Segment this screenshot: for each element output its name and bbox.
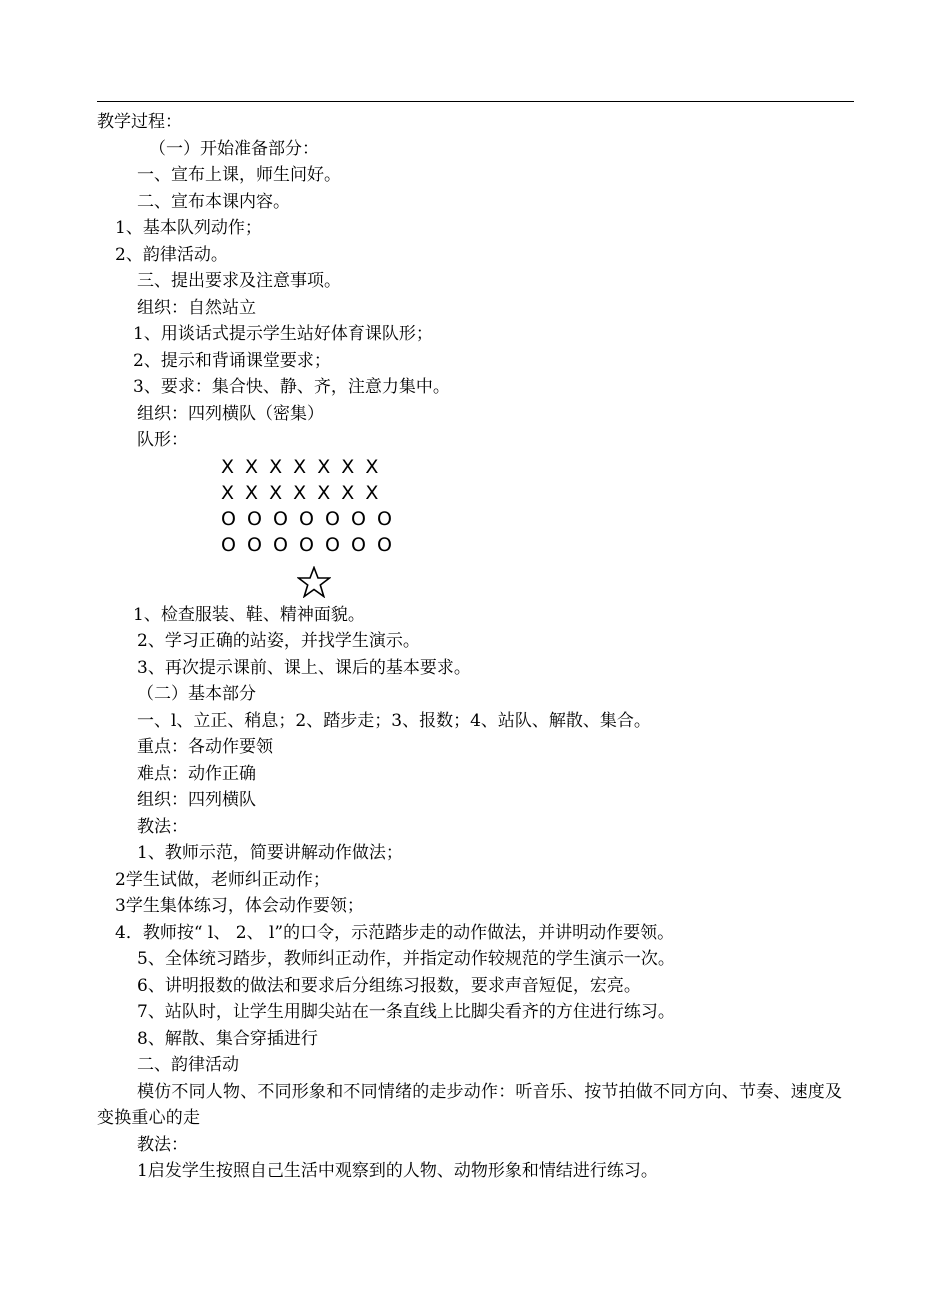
- formation-row: X X X X X X X: [221, 455, 381, 478]
- part2-content: 一、l、立正、稍息；2、踏步走；3、报数；4、站队、解散、集合。: [137, 710, 651, 731]
- part2-subtitle: 二、韵律活动: [137, 1055, 239, 1075]
- requirement-item: 1、用谈话式提示学生站好体育课队形；: [133, 324, 433, 344]
- header-rule: [97, 101, 854, 102]
- rhythm-description: 模仿不同人物、不同形象和不同情绪的走步动作：听音乐、按节拍做不同方向、节奏、速度及变换重心的走: [97, 1081, 843, 1128]
- difficulty-note: 难点：动作正确: [137, 763, 256, 784]
- organization-note: 组织：四列横队: [137, 790, 256, 810]
- method-item: 7、站队时，让学生用脚尖站在一条直线上比脚尖看齐的方住进行练习。: [137, 1002, 675, 1022]
- part1-item: 二、宣布本课内容。: [137, 191, 290, 212]
- method-item: 3学生集体练习，体会动作要领；: [115, 896, 364, 916]
- method-item: 8、解散、集合穿插进行: [137, 1028, 318, 1049]
- part1-item: 三、提出要求及注意事项。: [137, 271, 341, 291]
- check-item: 1、检查服装、鞋、精神面貌。: [133, 604, 365, 625]
- section-heading: 教学过程：: [97, 112, 182, 132]
- requirement-item: 2、提示和背诵课堂要求；: [133, 350, 331, 371]
- lesson-plan-document: [97, 109, 854, 1185]
- method-item: 5、全体统习踏步，教师纠正动作，并指定动作较规范的学生演示一次。: [137, 949, 675, 969]
- method-item: 6、讲明报数的做法和要求后分组练习报数，要求声音短促，宏亮。: [137, 975, 641, 996]
- formation-row: O O O O O O O: [221, 533, 395, 556]
- check-item: 3、再次提示课前、课上、课后的基本要求。: [137, 657, 471, 678]
- star-icon: [297, 566, 331, 598]
- part2-title: （二）基本部分: [137, 684, 256, 704]
- part1-item: 一、宣布上课，师生问好。: [137, 165, 341, 185]
- content-subitem: 1、基本队列动作；: [115, 218, 262, 238]
- method-item: 4．教师按“ l、 2、 l”的口令，示范踏步走的动作做法，并讲明动作要领。: [115, 922, 675, 943]
- method-item: 2学生试做，老师纠正动作；: [115, 869, 330, 890]
- part1-title: （一）开始准备部分：: [149, 138, 319, 159]
- teacher-position: [97, 558, 854, 602]
- formation-label: 队形：: [137, 430, 188, 450]
- formation-row: O O O O O O O: [221, 507, 395, 530]
- content-subitem: 2、韵律活动。: [115, 244, 228, 265]
- organization-note: 组织：自然站立: [137, 297, 256, 318]
- organization-note: 组织：四列横队（密集）: [137, 403, 324, 424]
- check-item: 2、学习正确的站姿，并找学生演示。: [137, 631, 420, 651]
- rhythm-method-item: 1启发学生按照自己生活中观察到的人物、动物形象和情结进行练习。: [137, 1161, 658, 1181]
- method-label: 教法：: [137, 1134, 188, 1155]
- requirement-item: 3、要求：集合快、静、齐，注意力集中。: [133, 377, 450, 397]
- method-item: 1、教师示范，简要讲解动作做法；: [137, 843, 403, 863]
- method-label: 教法：: [137, 816, 188, 837]
- formation-row: X X X X X X X: [221, 481, 381, 504]
- focus-note: 重点：各动作要领: [137, 737, 273, 757]
